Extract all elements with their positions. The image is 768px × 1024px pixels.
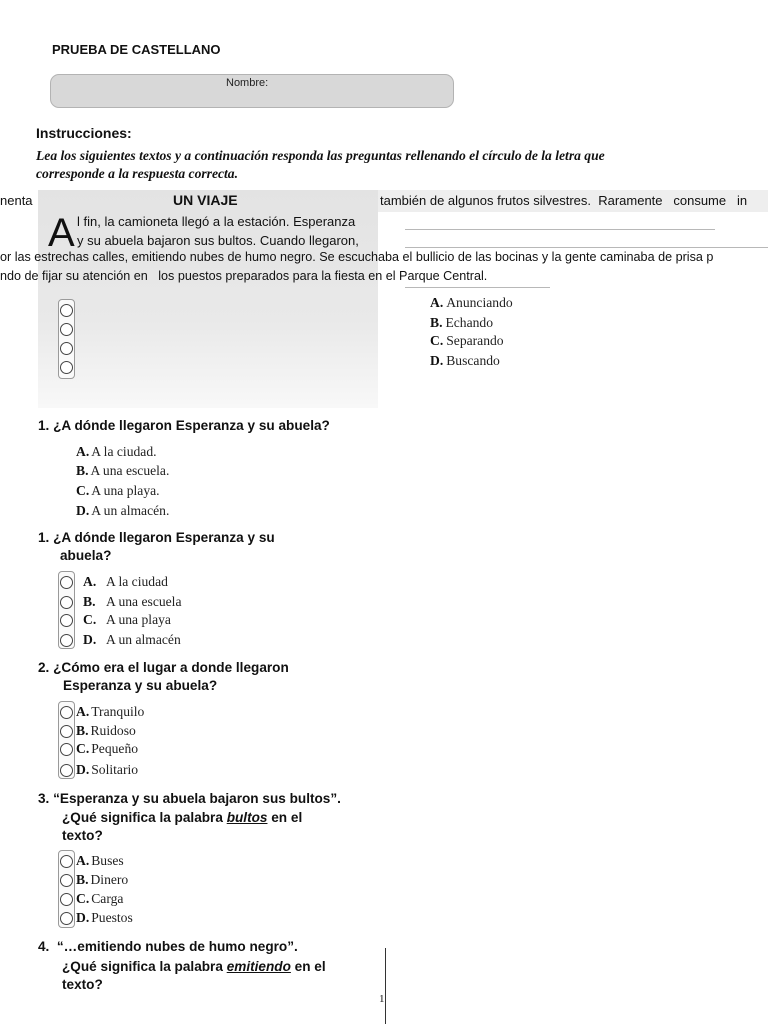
option-text: A una playa. — [91, 483, 160, 498]
option-letter: A. — [83, 574, 97, 589]
option-c-radio[interactable] — [60, 342, 73, 355]
option-text: Separando — [446, 333, 504, 348]
question-2-text-line-1: 2. ¿Cómo era el lugar a donde llegaron — [38, 660, 289, 675]
option-text: Puestos — [91, 910, 133, 925]
q2-option-a[interactable] — [76, 704, 144, 720]
option-letter: A. — [76, 704, 90, 719]
q1b-option-d-letter — [83, 632, 96, 648]
drop-cap-letter: A — [48, 211, 75, 255]
option-letter: D. — [76, 910, 90, 925]
q3-option-b-radio[interactable] — [60, 874, 73, 887]
option-letter: D. — [76, 762, 90, 777]
option-text: Carga — [91, 891, 124, 906]
option-text: A una escuela. — [90, 463, 170, 478]
option-text: Tranquilo — [91, 704, 145, 719]
column-divider — [385, 948, 386, 1024]
reading-line-4: ndo de fijar su atención en los puestos preparados para la fiesta en el Parque Central. — [0, 269, 488, 283]
option-letter: C. — [76, 741, 90, 756]
q1b-option-d-radio[interactable] — [60, 634, 73, 647]
q2-option-c[interactable] — [76, 741, 138, 757]
option-letter: A. — [76, 853, 90, 868]
instructions-heading: Instrucciones: — [36, 125, 132, 141]
floating-option-a — [430, 295, 513, 311]
option-letter: D. — [430, 353, 444, 368]
reading-line-2: y su abuela bajaron sus bultos. Cuando llegaron, — [77, 233, 359, 248]
q1-option-b[interactable] — [76, 463, 169, 479]
floating-option-b — [430, 315, 493, 331]
option-d-radio[interactable] — [60, 361, 73, 374]
q3-option-c-radio[interactable] — [60, 893, 73, 906]
q2-option-d-radio[interactable] — [60, 764, 73, 777]
option-letter: C. — [83, 612, 97, 627]
page-number: 1 — [379, 993, 385, 1005]
reading-title: UN VIAJE — [173, 192, 238, 208]
reading-right-band — [378, 190, 768, 212]
option-letter: D. — [76, 503, 90, 518]
question-3-text-line-3: texto? — [62, 828, 103, 843]
q3-option-d-radio[interactable] — [60, 912, 73, 925]
q1b-option-a-text[interactable]: A la ciudad — [106, 574, 168, 589]
question-1-text: 1. ¿A dónde llegaron Esperanza y su abuela? — [38, 418, 330, 433]
option-text: Anunciando — [446, 295, 513, 310]
q1b-option-b-letter — [83, 594, 95, 610]
question-3-text-line-2 — [62, 810, 302, 826]
option-text: Solitario — [91, 762, 139, 777]
reading-line-3: or las estrechas calles, emitiendo nubes de humo negro. Se escuchaba el bullicio de las bocinas y la gente caminaba de prisa p — [0, 250, 714, 264]
q3-option-a-radio[interactable] — [60, 855, 73, 868]
question-suffix: en el — [290, 959, 326, 974]
option-letter: B. — [76, 872, 89, 887]
q1-option-c[interactable] — [76, 483, 160, 499]
reading-right-fragment: también de algunos frutos silvestres. Raramente consume in — [380, 193, 748, 208]
q2-option-b[interactable] — [76, 723, 136, 739]
instructions-line-2: corresponde a la respuesta correcta. — [36, 166, 239, 181]
option-letter: A. — [430, 295, 444, 310]
question-keyword: emitiendo — [226, 959, 291, 974]
question-keyword: bultos — [226, 810, 268, 825]
q1b-option-b-radio[interactable] — [60, 596, 73, 609]
option-text: Ruidoso — [90, 723, 136, 738]
question-4-text-line-2 — [62, 959, 326, 975]
question-3-text-line-1: 3. “Esperanza y su abuela bajaron sus bultos”. — [38, 791, 341, 806]
question-prefix: ¿Qué significa la palabra — [62, 810, 227, 825]
q2-option-b-radio[interactable] — [60, 725, 73, 738]
option-a-radio[interactable] — [60, 304, 73, 317]
rule-line — [405, 287, 550, 288]
rule-line — [405, 229, 715, 230]
option-text: A la ciudad. — [91, 444, 157, 459]
option-text: Buscando — [446, 353, 500, 368]
floating-option-d — [430, 353, 500, 369]
option-letter: B. — [76, 723, 89, 738]
instructions-line-1: Lea los siguientes textos y a continuación responda las preguntas rellenando el círculo de la letra que — [36, 148, 605, 163]
name-field-label: Nombre: — [226, 77, 269, 89]
q2-option-a-radio[interactable] — [60, 706, 73, 719]
q1b-option-c-letter — [83, 612, 96, 628]
option-text: Buses — [91, 853, 124, 868]
reading-left-fragment: nenta — [0, 193, 33, 208]
option-letter: B. — [76, 463, 89, 478]
option-text: A un almacén. — [91, 503, 170, 518]
q3-option-c[interactable] — [76, 891, 123, 907]
question-1b-text-line-2: abuela? — [60, 548, 112, 563]
question-suffix: en el — [267, 810, 303, 825]
document-title: PRUEBA DE CASTELLANO — [52, 42, 221, 57]
option-letter: A. — [76, 444, 90, 459]
q3-option-a[interactable] — [76, 853, 124, 869]
q2-option-d[interactable] — [76, 762, 138, 778]
q1b-option-b-text[interactable]: A una escuela — [106, 594, 182, 609]
q1-option-d[interactable] — [76, 503, 169, 519]
q1-option-a[interactable] — [76, 444, 157, 460]
q1b-option-d-text[interactable]: A un almacén — [106, 632, 181, 647]
option-letter: C. — [430, 333, 444, 348]
option-letter: B. — [430, 315, 443, 330]
question-prefix: ¿Qué significa la palabra — [62, 959, 227, 974]
rule-line — [405, 247, 768, 248]
question-2-text-line-2: Esperanza y su abuela? — [63, 678, 218, 693]
option-b-radio[interactable] — [60, 323, 73, 336]
option-text: Dinero — [90, 872, 129, 887]
option-letter: B. — [83, 594, 96, 609]
q1b-option-c-radio[interactable] — [60, 614, 73, 627]
q2-option-c-radio[interactable] — [60, 743, 73, 756]
option-text: Echando — [445, 315, 494, 330]
q1b-option-a-letter — [83, 574, 96, 590]
q3-option-b[interactable] — [76, 872, 128, 888]
q1b-option-c-text[interactable]: A una playa — [106, 612, 171, 627]
q3-option-d[interactable] — [76, 910, 133, 926]
option-letter: C. — [76, 483, 90, 498]
reading-line-1: l fin, la camioneta llegó a la estación. Esperanza — [77, 214, 356, 229]
option-letter: D. — [83, 632, 97, 647]
question-1b-text-line-1: 1. ¿A dónde llegaron Esperanza y su — [38, 530, 275, 545]
option-text: Pequeño — [91, 741, 139, 756]
floating-option-c — [430, 333, 504, 349]
option-letter: C. — [76, 891, 90, 906]
question-4-text-line-1: 4. “…emitiendo nubes de humo negro”. — [38, 939, 298, 954]
question-4-text-line-3: texto? — [62, 977, 103, 992]
q1b-option-a-radio[interactable] — [60, 576, 73, 589]
